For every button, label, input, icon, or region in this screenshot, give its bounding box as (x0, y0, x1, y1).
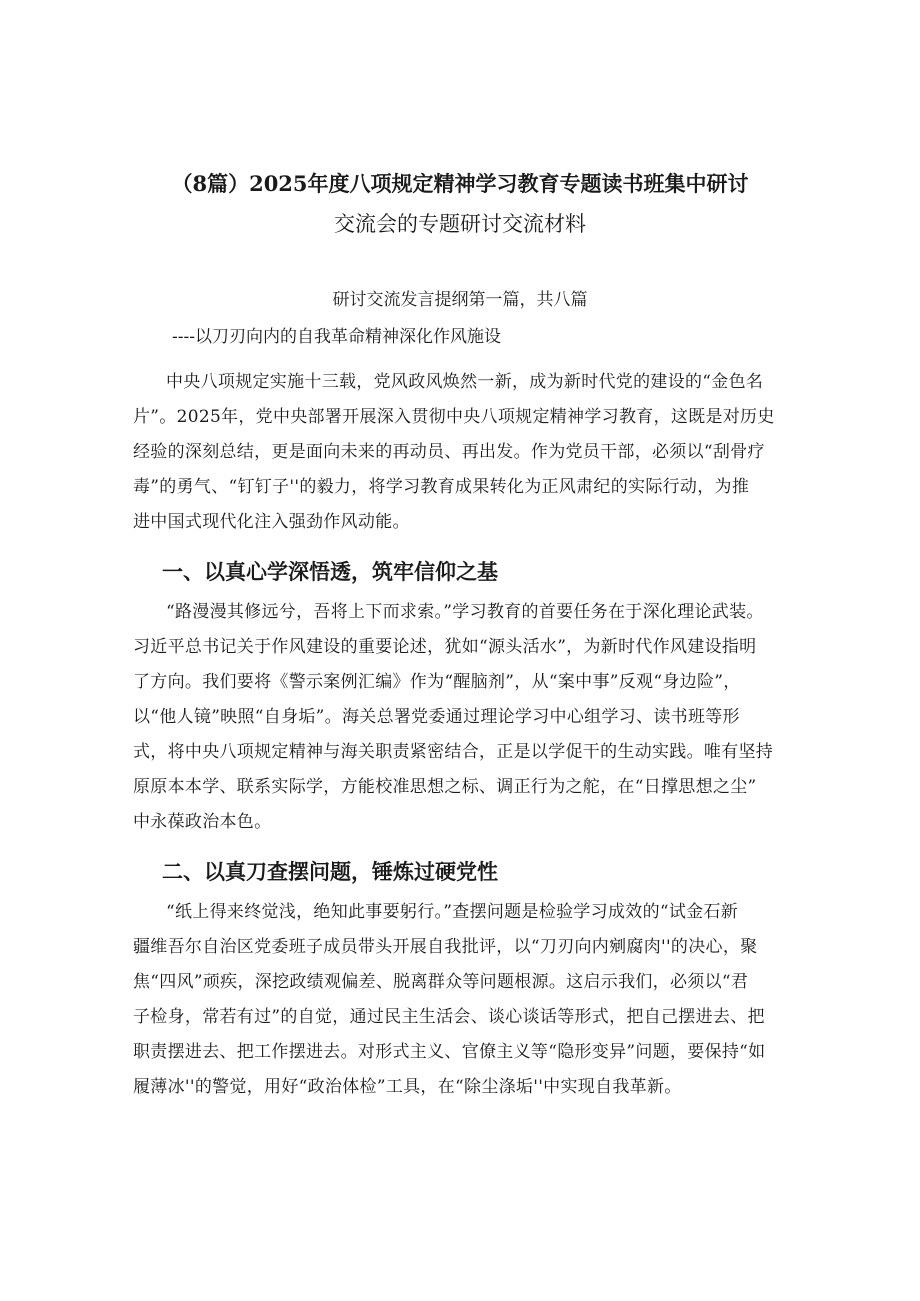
paragraph-line: 式，将中央八项规定精神与海关职责紧密结合，正是以学促干的生动实践。唯有坚持 (133, 742, 774, 762)
document-subtitle-theme: ----以刀刃向内的自我革命精神深化作风施设 (172, 327, 501, 347)
paragraph-line: 进中国式现代化注入强劲作风动能。 (133, 512, 410, 532)
document-title-line2: 交流会的专题研讨交流材料 (334, 212, 586, 236)
paragraph-line: 中央八项规定实施十三载，党风政风焕然一新，成为新时代党的建设的“金色名 (166, 372, 764, 392)
section-heading: 一、以真心学深悟透，筑牢信仰之基 (162, 560, 498, 584)
paragraph-line: 毒”的勇气、“钉钉子''的毅力，将学习教育成果转化为正风肃纪的实际行动，为推 (133, 477, 750, 497)
paragraph-line: 子检身，常若有过”的自觉，通过民主生活会、谈心谈话等形式，把自己摆进去、把 (133, 1007, 765, 1027)
paragraph-line: 疆维吾尔自治区党委班子成员带头开展自我批评，以“刀刃向内剜腐肉''的决心，聚 (133, 937, 758, 957)
paragraph-line: 职责摆进去、把工作摆进去。对形式主义、官僚主义等“隐形变异”问题，要保持“如 (133, 1042, 766, 1062)
paragraph-line: 经验的深刻总结，更是面向未来的再动员、再出发。作为党员干部，必须以“刮骨疗 (133, 442, 765, 462)
paragraph-line: 以“他人镜”映照“自身垢”。海关总署党委通过理论学习中心组学习、读书班等形 (133, 707, 740, 727)
section-heading: 二、以真刀查摆问题，锤炼过硬党性 (162, 860, 498, 884)
paragraph-line: 履薄冰''的警觉，用好“政治体检”工具，在“除尘涤垢''中实现自我革新。 (133, 1077, 682, 1097)
document-title-line1: （8篇）2025年度八项规定精神学习教育专题读书班集中研讨 (171, 171, 749, 196)
paragraph-line: “纸上得来终觉浅，绝知此事要躬行。”查摆问题是检验学习成效的“试金石新 (166, 902, 739, 922)
paragraph-line: 中永葆政治本色。 (133, 812, 272, 832)
paragraph-line: 习近平总书记关于作风建设的重要论述，犹如“源头活水”，为新时代作风建设指明 (133, 637, 757, 657)
paragraph-line: “路漫漫其修远兮，吾将上下而求索。”学习教育的首要任务在于深化理论武装。 (166, 602, 764, 622)
document-subtitle: 研讨交流发言提纲第一篇，共八篇 (332, 290, 588, 310)
paragraph-line: 了方向。我们要将《警示案例汇编》作为“醒脑剂”，从“案中事”反观“身边险”， (133, 672, 741, 692)
paragraph-line: 片”。2025年，党中央部署开展深入贯彻中央八项规定精神学习教育，这既是对历史 (133, 407, 775, 427)
paragraph-line: 原原本本学、联系实际学，方能校准思想之标、调正行为之舵，在“日撑思想之尘” (133, 777, 757, 797)
paragraph-line: 焦“四风”顽疾，深挖政绩观偏差、脱离群众等问题根源。这启示我们，必须以“君 (133, 972, 749, 992)
